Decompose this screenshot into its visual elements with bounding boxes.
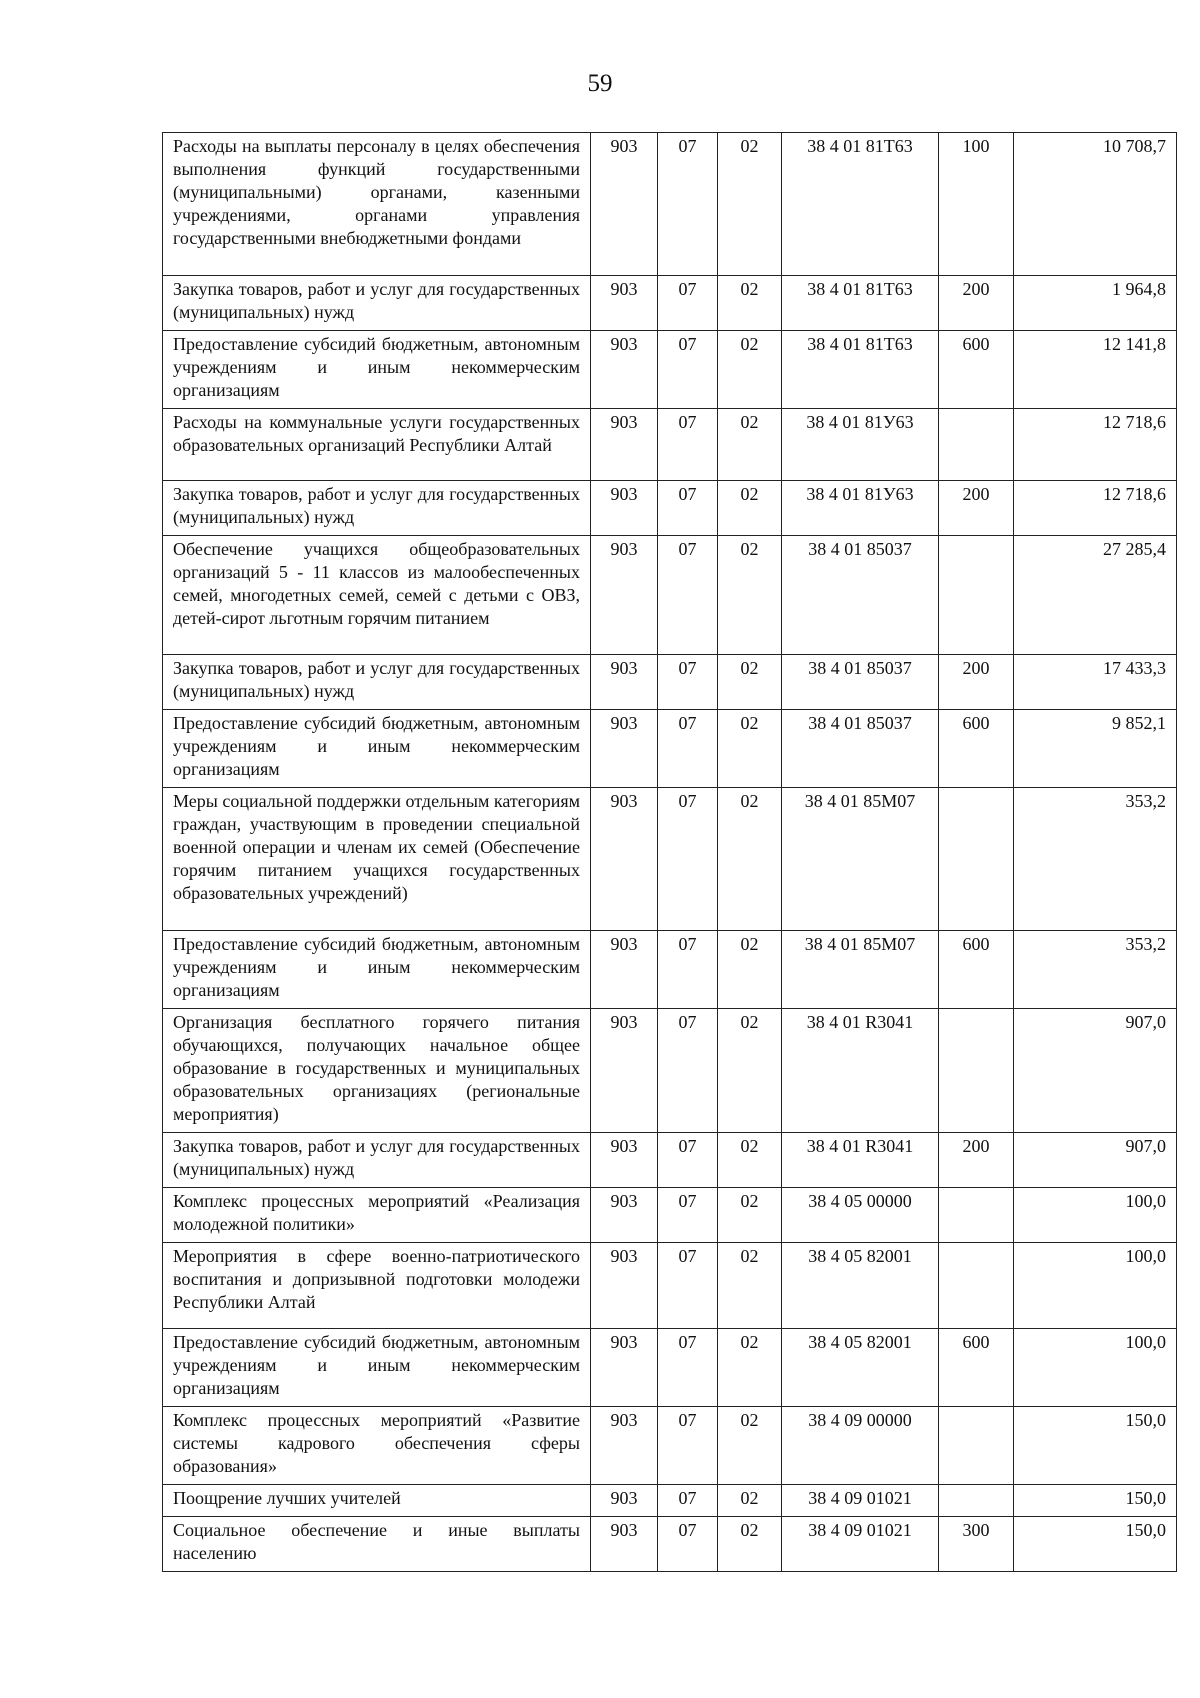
table-row (163, 788, 1177, 931)
row-subsection-code: 02 (718, 1517, 782, 1572)
row-section-code: 07 (658, 1329, 718, 1407)
row-section-code: 07 (658, 1517, 718, 1572)
row-subsection-code: 02 (718, 409, 782, 481)
row-expense-type: 200 (939, 1133, 1014, 1188)
table-row (163, 409, 1177, 481)
row-description: Комплекс процессных мероприятий «Реализация молодежной политики» (163, 1188, 591, 1243)
row-section-code: 07 (658, 481, 718, 536)
row-amount: 150,0 (1014, 1485, 1177, 1517)
row-target-article: 38 4 01 R3041 (782, 1133, 939, 1188)
budget-table-body (163, 133, 1177, 1572)
row-subsection-code: 02 (718, 931, 782, 1009)
row-ministry-code: 903 (591, 133, 658, 276)
row-amount: 907,0 (1014, 1009, 1177, 1133)
row-subsection-code: 02 (718, 1329, 782, 1407)
row-description: Обеспечение учащихся общеобразовательных организаций 5 - 11 классов из малообеспеченных семей, многодетных семей, семей с детьми с ОВЗ, детей-сирот льготным горячим питанием (163, 536, 591, 655)
table-row (163, 481, 1177, 536)
row-expense-type (939, 1243, 1014, 1329)
row-subsection-code: 02 (718, 1243, 782, 1329)
row-target-article: 38 4 01 81У63 (782, 409, 939, 481)
row-subsection-code: 02 (718, 1188, 782, 1243)
row-target-article: 38 4 01 R3041 (782, 1009, 939, 1133)
row-target-article: 38 4 01 85037 (782, 655, 939, 710)
row-amount: 1 964,8 (1014, 276, 1177, 331)
row-section-code: 07 (658, 409, 718, 481)
row-target-article: 38 4 01 81Т63 (782, 331, 939, 409)
row-section-code: 07 (658, 710, 718, 788)
row-amount: 100,0 (1014, 1329, 1177, 1407)
row-description: Социальное обеспечение и иные выплаты населению (163, 1517, 591, 1572)
row-section-code: 07 (658, 331, 718, 409)
row-ministry-code: 903 (591, 1188, 658, 1243)
table-row (163, 1188, 1177, 1243)
row-description: Меры социальной поддержки отдельным категориям граждан, участвующим в проведении специальной военной операции и членам их семей (Обеспечение горячим питанием учащихся государственных образовательных учреждений) (163, 788, 591, 931)
row-section-code: 07 (658, 1407, 718, 1485)
row-description: Расходы на коммунальные услуги государственных образовательных организаций Республики Алтай (163, 409, 591, 481)
row-subsection-code: 02 (718, 331, 782, 409)
row-expense-type: 200 (939, 276, 1014, 331)
row-section-code: 07 (658, 1133, 718, 1188)
table-row (163, 655, 1177, 710)
row-description: Закупка товаров, работ и услуг для государственных (муниципальных) нужд (163, 481, 591, 536)
row-ministry-code: 903 (591, 710, 658, 788)
row-section-code: 07 (658, 1485, 718, 1517)
row-section-code: 07 (658, 1243, 718, 1329)
row-expense-type: 200 (939, 481, 1014, 536)
row-description: Комплекс процессных мероприятий «Развитие системы кадрового обеспечения сферы образования» (163, 1407, 591, 1485)
row-description: Предоставление субсидий бюджетным, автономным учреждениям и иным некоммерческим организациям (163, 710, 591, 788)
row-description: Мероприятия в сфере военно-патриотического воспитания и допризывной подготовки молодежи Республики Алтай (163, 1243, 591, 1329)
row-expense-type: 100 (939, 133, 1014, 276)
table-row (163, 1517, 1177, 1572)
row-description: Предоставление субсидий бюджетным, автономным учреждениям и иным некоммерческим организациям (163, 1329, 591, 1407)
row-target-article: 38 4 01 81У63 (782, 481, 939, 536)
table-row (163, 1329, 1177, 1407)
row-section-code: 07 (658, 276, 718, 331)
row-ministry-code: 903 (591, 788, 658, 931)
row-target-article: 38 4 05 82001 (782, 1243, 939, 1329)
row-ministry-code: 903 (591, 481, 658, 536)
row-ministry-code: 903 (591, 655, 658, 710)
row-expense-type: 200 (939, 655, 1014, 710)
row-subsection-code: 02 (718, 133, 782, 276)
row-target-article: 38 4 01 85037 (782, 536, 939, 655)
row-target-article: 38 4 01 81Т63 (782, 133, 939, 276)
row-target-article: 38 4 05 00000 (782, 1188, 939, 1243)
row-amount: 353,2 (1014, 788, 1177, 931)
table-row (163, 1407, 1177, 1485)
row-ministry-code: 903 (591, 1517, 658, 1572)
row-expense-type (939, 1009, 1014, 1133)
row-amount: 150,0 (1014, 1517, 1177, 1572)
table-row (163, 331, 1177, 409)
row-section-code: 07 (658, 1188, 718, 1243)
row-section-code: 07 (658, 931, 718, 1009)
row-amount: 12 718,6 (1014, 409, 1177, 481)
row-amount: 17 433,3 (1014, 655, 1177, 710)
row-target-article: 38 4 09 00000 (782, 1407, 939, 1485)
row-ministry-code: 903 (591, 1009, 658, 1133)
page-number: 59 (587, 70, 613, 97)
row-ministry-code: 903 (591, 276, 658, 331)
row-subsection-code: 02 (718, 788, 782, 931)
row-amount: 150,0 (1014, 1407, 1177, 1485)
row-ministry-code: 903 (591, 1407, 658, 1485)
row-target-article: 38 4 01 81Т63 (782, 276, 939, 331)
row-section-code: 07 (658, 133, 718, 276)
table-row (163, 1133, 1177, 1188)
row-section-code: 07 (658, 1009, 718, 1133)
row-ministry-code: 903 (591, 1329, 658, 1407)
row-target-article: 38 4 05 82001 (782, 1329, 939, 1407)
row-target-article: 38 4 09 01021 (782, 1517, 939, 1572)
row-ministry-code: 903 (591, 931, 658, 1009)
row-section-code: 07 (658, 655, 718, 710)
row-subsection-code: 02 (718, 536, 782, 655)
row-expense-type (939, 1407, 1014, 1485)
table-row (163, 710, 1177, 788)
table-row (163, 276, 1177, 331)
row-target-article: 38 4 01 85037 (782, 710, 939, 788)
row-subsection-code: 02 (718, 655, 782, 710)
row-ministry-code: 903 (591, 536, 658, 655)
row-amount: 12 141,8 (1014, 331, 1177, 409)
budget-table (162, 132, 1177, 1572)
row-amount: 10 708,7 (1014, 133, 1177, 276)
table-row (163, 1009, 1177, 1133)
row-subsection-code: 02 (718, 1133, 782, 1188)
row-section-code: 07 (658, 536, 718, 655)
row-expense-type: 300 (939, 1517, 1014, 1572)
row-target-article: 38 4 01 85М07 (782, 931, 939, 1009)
row-description: Поощрение лучших учителей (163, 1485, 591, 1517)
row-ministry-code: 903 (591, 331, 658, 409)
row-amount: 907,0 (1014, 1133, 1177, 1188)
row-target-article: 38 4 09 01021 (782, 1485, 939, 1517)
row-amount: 100,0 (1014, 1188, 1177, 1243)
table-row (163, 1485, 1177, 1517)
row-expense-type (939, 1485, 1014, 1517)
row-expense-type: 600 (939, 710, 1014, 788)
row-expense-type: 600 (939, 1329, 1014, 1407)
row-subsection-code: 02 (718, 710, 782, 788)
row-subsection-code: 02 (718, 1407, 782, 1485)
row-section-code: 07 (658, 788, 718, 931)
row-amount: 12 718,6 (1014, 481, 1177, 536)
row-expense-type (939, 409, 1014, 481)
row-subsection-code: 02 (718, 1485, 782, 1517)
row-amount: 100,0 (1014, 1243, 1177, 1329)
table-row (163, 133, 1177, 276)
table-row (163, 1243, 1177, 1329)
row-target-article: 38 4 01 85М07 (782, 788, 939, 931)
row-description: Расходы на выплаты персоналу в целях обеспечения выполнения функций государственными (муниципальными) органами, казенными учреждениями, органами управления государственными внебюджетными фондами (163, 133, 591, 276)
row-expense-type: 600 (939, 331, 1014, 409)
row-description: Закупка товаров, работ и услуг для государственных (муниципальных) нужд (163, 1133, 591, 1188)
table-row (163, 931, 1177, 1009)
row-subsection-code: 02 (718, 1009, 782, 1133)
row-description: Закупка товаров, работ и услуг для государственных (муниципальных) нужд (163, 276, 591, 331)
row-expense-type (939, 1188, 1014, 1243)
row-subsection-code: 02 (718, 481, 782, 536)
row-amount: 27 285,4 (1014, 536, 1177, 655)
row-amount: 9 852,1 (1014, 710, 1177, 788)
row-expense-type: 600 (939, 931, 1014, 1009)
row-ministry-code: 903 (591, 1485, 658, 1517)
row-ministry-code: 903 (591, 409, 658, 481)
row-expense-type (939, 788, 1014, 931)
row-description: Предоставление субсидий бюджетным, автономным учреждениям и иным некоммерческим организациям (163, 931, 591, 1009)
row-ministry-code: 903 (591, 1243, 658, 1329)
row-amount: 353,2 (1014, 931, 1177, 1009)
row-ministry-code: 903 (591, 1133, 658, 1188)
table-row (163, 536, 1177, 655)
row-description: Закупка товаров, работ и услуг для государственных (муниципальных) нужд (163, 655, 591, 710)
row-expense-type (939, 536, 1014, 655)
row-subsection-code: 02 (718, 276, 782, 331)
row-description: Организация бесплатного горячего питания обучающихся, получающих начальное общее образование в государственных и муниципальных образовательных организациях (региональные мероприятия) (163, 1009, 591, 1133)
row-description: Предоставление субсидий бюджетным, автономным учреждениям и иным некоммерческим организациям (163, 331, 591, 409)
